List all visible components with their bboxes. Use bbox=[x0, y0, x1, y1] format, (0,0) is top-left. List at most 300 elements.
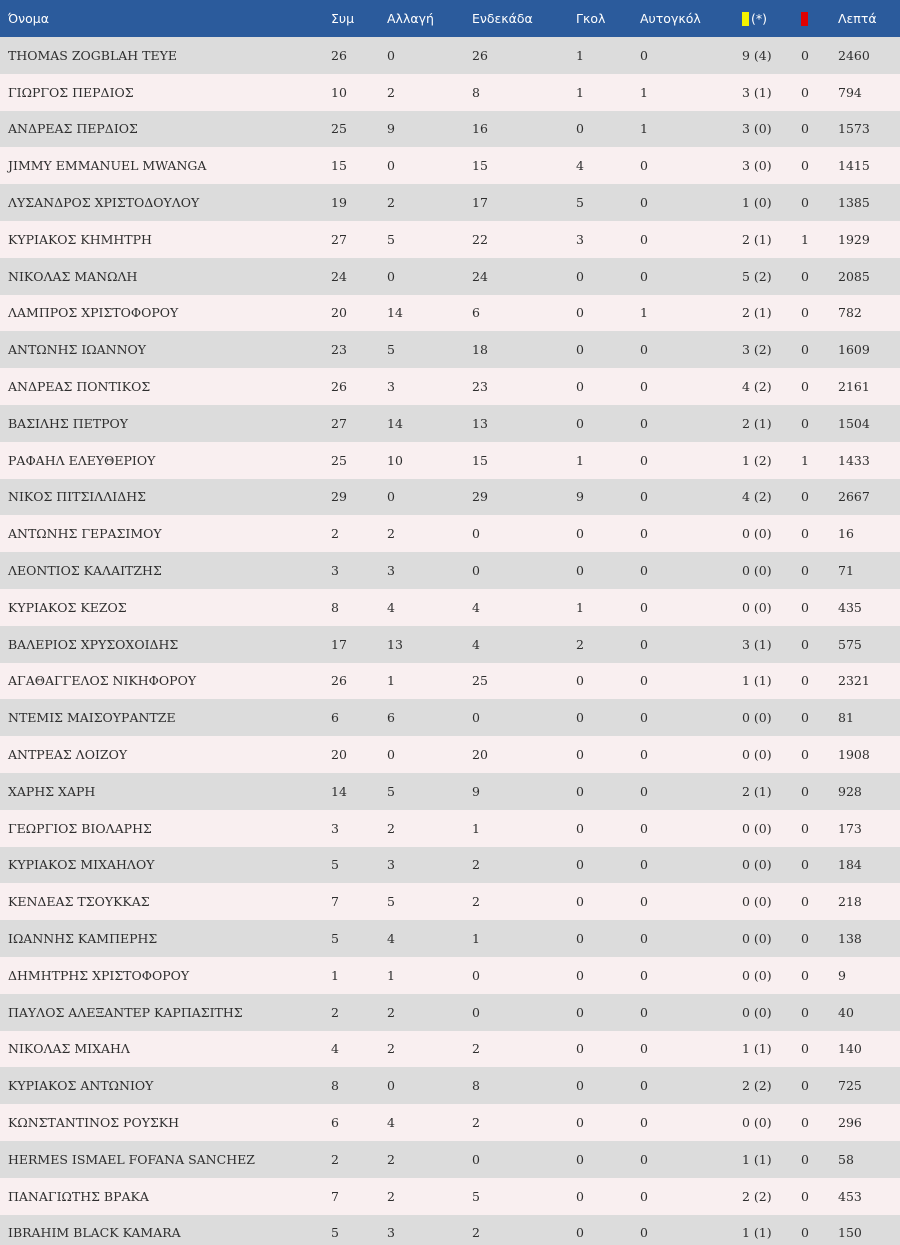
red-cards: 0 bbox=[801, 1188, 809, 1204]
goals: 2 bbox=[576, 636, 584, 652]
starting-appearances: 29 bbox=[472, 489, 488, 505]
minutes-played: 725 bbox=[838, 1078, 862, 1094]
appearances: 26 bbox=[331, 47, 347, 63]
appearances: 2 bbox=[331, 1004, 339, 1020]
starting-appearances: 2 bbox=[472, 857, 480, 873]
player-name: ΛΑΜΠΡΟΣ ΧΡΙΣΤΟΦΟΡΟΥ bbox=[8, 305, 179, 321]
goals: 0 bbox=[576, 673, 584, 689]
minutes-played: 435 bbox=[838, 599, 862, 615]
red-cards: 0 bbox=[801, 894, 809, 910]
red-cards: 0 bbox=[801, 967, 809, 983]
appearances: 5 bbox=[331, 857, 339, 873]
minutes-played: 2085 bbox=[838, 268, 870, 284]
red-cards: 0 bbox=[801, 158, 809, 174]
yellow-cards: 3 (1) bbox=[742, 84, 772, 100]
starting-appearances: 26 bbox=[472, 47, 488, 63]
player-name: ΚΥΡΙΑΚΟΣ ΚΗΜΗΤΡΗ bbox=[8, 231, 152, 247]
yellow-cards: 1 (1) bbox=[742, 1041, 772, 1057]
red-cards: 0 bbox=[801, 1078, 809, 1094]
appearances: 6 bbox=[331, 710, 339, 726]
yellow-cards: 0 (0) bbox=[742, 1115, 772, 1130]
appearances: 7 bbox=[331, 894, 339, 910]
own-goals: 0 bbox=[640, 342, 648, 358]
table-row bbox=[0, 331, 900, 368]
substitute-appearances: 4 bbox=[387, 1115, 395, 1130]
yellow-cards: 0 (0) bbox=[742, 710, 772, 726]
table-row bbox=[0, 515, 900, 552]
yellow-card-icon bbox=[742, 12, 749, 26]
goals: 0 bbox=[576, 820, 584, 836]
player-name: ΠΑΝΑΓΙΩΤΗΣ ΒΡΑΚΑ bbox=[8, 1188, 149, 1204]
red-cards: 0 bbox=[801, 121, 809, 137]
starting-appearances: 2 bbox=[472, 1225, 480, 1241]
minutes-played: 140 bbox=[838, 1041, 862, 1057]
red-cards: 0 bbox=[801, 268, 809, 284]
table-row bbox=[0, 589, 900, 626]
appearances: 5 bbox=[331, 931, 339, 947]
appearances: 27 bbox=[331, 415, 347, 431]
minutes-played: 928 bbox=[838, 783, 862, 799]
red-cards: 0 bbox=[801, 783, 809, 799]
yellow-cards: 0 (0) bbox=[742, 967, 772, 983]
starting-appearances: 23 bbox=[472, 379, 488, 395]
yellow-cards: 0 (0) bbox=[742, 747, 772, 763]
goals: 0 bbox=[576, 415, 584, 431]
minutes-played: 1415 bbox=[838, 158, 870, 174]
table-row bbox=[0, 479, 900, 516]
player-name: ΑΓΑΘΑΓΓΕΛΟΣ ΝΙΚΗΦΟΡΟΥ bbox=[8, 673, 197, 689]
goals: 9 bbox=[576, 489, 584, 505]
player-name: THOMAS ZOGBLAH TEYE bbox=[8, 47, 177, 63]
goals: 0 bbox=[576, 1078, 584, 1094]
red-cards: 0 bbox=[801, 563, 809, 579]
starting-appearances: 15 bbox=[472, 158, 488, 174]
goals: 0 bbox=[576, 526, 584, 542]
substitute-appearances: 2 bbox=[387, 1151, 395, 1167]
col-header-name[interactable]: Όνομα bbox=[8, 11, 49, 26]
table-row bbox=[0, 295, 900, 332]
player-name: ΒΑΣΙΛΗΣ ΠΕΤΡΟΥ bbox=[8, 415, 129, 431]
red-card-icon bbox=[801, 12, 808, 26]
goals: 0 bbox=[576, 268, 584, 284]
own-goals: 0 bbox=[640, 1041, 648, 1057]
minutes-played: 9 bbox=[838, 967, 846, 983]
own-goals: 0 bbox=[640, 415, 648, 431]
appearances: 8 bbox=[331, 599, 339, 615]
player-name: ΝΙΚΟΛΑΣ ΜΑΝΩΛΗ bbox=[8, 268, 138, 284]
own-goals: 0 bbox=[640, 195, 648, 211]
goals: 0 bbox=[576, 1225, 584, 1241]
starting-appearances: 6 bbox=[472, 305, 480, 321]
own-goals: 0 bbox=[640, 673, 648, 689]
yellow-cards: 1 (1) bbox=[742, 673, 772, 689]
red-cards: 0 bbox=[801, 489, 809, 505]
starting-appearances: 15 bbox=[472, 452, 488, 468]
substitute-appearances: 2 bbox=[387, 1041, 395, 1057]
appearances: 19 bbox=[331, 195, 347, 211]
yellow-cards: 2 (2) bbox=[742, 1078, 772, 1094]
yellow-cards: 3 (1) bbox=[742, 636, 772, 652]
red-cards: 0 bbox=[801, 1041, 809, 1057]
own-goals: 0 bbox=[640, 599, 648, 615]
goals: 1 bbox=[576, 452, 584, 468]
yellow-cards: 9 (4) bbox=[742, 47, 772, 63]
minutes-played: 40 bbox=[838, 1004, 854, 1020]
appearances: 27 bbox=[331, 231, 347, 247]
minutes-played: 16 bbox=[838, 526, 854, 542]
own-goals: 0 bbox=[640, 452, 648, 468]
player-name: ΓΙΩΡΓΟΣ ΠΕΡΔΙΟΣ bbox=[8, 84, 134, 100]
substitute-appearances: 3 bbox=[387, 563, 395, 579]
own-goals: 0 bbox=[640, 1151, 648, 1167]
substitute-appearances: 3 bbox=[387, 379, 395, 395]
own-goals: 0 bbox=[640, 894, 648, 910]
col-header-sub[interactable]: Αλλαγή bbox=[387, 11, 434, 26]
starting-appearances: 0 bbox=[472, 1151, 480, 1167]
red-cards: 0 bbox=[801, 415, 809, 431]
table-row bbox=[0, 920, 900, 957]
red-cards: 0 bbox=[801, 1115, 809, 1130]
yellow-card-suffix: (*) bbox=[751, 10, 768, 26]
appearances: 20 bbox=[331, 305, 347, 321]
player-name: ΓΕΩΡΓΙΟΣ ΒΙΟΛΑΡΗΣ bbox=[8, 820, 152, 836]
appearances: 3 bbox=[331, 820, 339, 836]
own-goals: 0 bbox=[640, 857, 648, 873]
substitute-appearances: 14 bbox=[387, 305, 403, 321]
own-goals: 1 bbox=[640, 121, 648, 137]
red-cards: 1 bbox=[801, 231, 809, 247]
red-cards: 0 bbox=[801, 673, 809, 689]
table-row bbox=[0, 626, 900, 663]
player-name: IBRAHIM BLACK KAMARA bbox=[8, 1225, 181, 1241]
table-row bbox=[0, 221, 900, 258]
own-goals: 0 bbox=[640, 1225, 648, 1241]
substitute-appearances: 2 bbox=[387, 84, 395, 100]
goals: 0 bbox=[576, 894, 584, 910]
goals: 0 bbox=[576, 563, 584, 579]
substitute-appearances: 0 bbox=[387, 489, 395, 505]
appearances: 24 bbox=[331, 268, 347, 284]
own-goals: 0 bbox=[640, 268, 648, 284]
player-name: ΝΤΕΜΙΣ ΜΑΙΣΟΥΡΑΝΤΖΕ bbox=[8, 710, 176, 726]
red-cards: 0 bbox=[801, 747, 809, 763]
red-cards: 0 bbox=[801, 1004, 809, 1020]
substitute-appearances: 14 bbox=[387, 415, 403, 431]
col-header-own-goals[interactable]: Αυτογκόλ bbox=[640, 11, 701, 26]
starting-appearances: 0 bbox=[472, 563, 480, 579]
table-row bbox=[0, 552, 900, 589]
player-name: ΛΥΣΑΝΔΡΟΣ ΧΡΙΣΤΟΔΟΥΛΟΥ bbox=[8, 195, 200, 211]
table-row bbox=[0, 810, 900, 847]
substitute-appearances: 3 bbox=[387, 857, 395, 873]
yellow-cards: 3 (0) bbox=[742, 158, 772, 174]
starting-appearances: 13 bbox=[472, 415, 488, 431]
starting-appearances: 22 bbox=[472, 231, 488, 247]
substitute-appearances: 4 bbox=[387, 599, 395, 615]
substitute-appearances: 5 bbox=[387, 894, 395, 910]
player-name: ΝΙΚΟΣ ΠΙΤΣΙΛΛΙΔΗΣ bbox=[8, 489, 146, 505]
appearances: 15 bbox=[331, 158, 347, 174]
red-cards: 0 bbox=[801, 195, 809, 211]
minutes-played: 794 bbox=[838, 84, 862, 100]
red-cards: 0 bbox=[801, 857, 809, 873]
substitute-appearances: 6 bbox=[387, 710, 395, 726]
starting-appearances: 24 bbox=[472, 268, 488, 284]
yellow-cards: 0 (0) bbox=[742, 857, 772, 873]
goals: 1 bbox=[576, 47, 584, 63]
starting-appearances: 25 bbox=[472, 673, 488, 689]
substitute-appearances: 1 bbox=[387, 967, 395, 983]
starting-appearances: 0 bbox=[472, 1004, 480, 1020]
appearances: 23 bbox=[331, 342, 347, 358]
table-row bbox=[0, 1031, 900, 1068]
minutes-played: 184 bbox=[838, 857, 862, 873]
player-name: ΚΥΡΙΑΚΟΣ ΚΕΖΟΣ bbox=[8, 599, 127, 615]
red-cards: 0 bbox=[801, 379, 809, 395]
goals: 0 bbox=[576, 931, 584, 947]
player-name: ΚΩΝΣΤΑΝΤΙΝΟΣ ΡΟΥΣΚΗ bbox=[8, 1115, 180, 1130]
goals: 1 bbox=[576, 599, 584, 615]
appearances: 8 bbox=[331, 1078, 339, 1094]
own-goals: 1 bbox=[640, 305, 648, 321]
goals: 0 bbox=[576, 1188, 584, 1204]
yellow-cards: 1 (0) bbox=[742, 195, 772, 211]
player-name: ΑΝΔΡΕΑΣ ΠΕΡΔΙΟΣ bbox=[8, 121, 138, 137]
own-goals: 0 bbox=[640, 158, 648, 174]
substitute-appearances: 0 bbox=[387, 1078, 395, 1094]
own-goals: 0 bbox=[640, 379, 648, 395]
appearances: 29 bbox=[331, 489, 347, 505]
col-header-red-cards[interactable] bbox=[801, 0, 838, 37]
red-cards: 0 bbox=[801, 636, 809, 652]
goals: 0 bbox=[576, 783, 584, 799]
own-goals: 0 bbox=[640, 636, 648, 652]
table-row bbox=[0, 957, 900, 994]
yellow-cards: 0 (0) bbox=[742, 820, 772, 836]
table-row bbox=[0, 258, 900, 295]
own-goals: 0 bbox=[640, 1188, 648, 1204]
player-name: ΡΑΦΑΗΛ ΕΛΕΥΘΕΡΙΟΥ bbox=[8, 452, 156, 468]
appearances: 26 bbox=[331, 379, 347, 395]
yellow-cards: 2 (1) bbox=[742, 415, 772, 431]
minutes-played: 81 bbox=[838, 710, 854, 726]
table-row bbox=[0, 699, 900, 736]
goals: 0 bbox=[576, 342, 584, 358]
player-name: JIMMY EMMANUEL MWANGA bbox=[8, 158, 207, 174]
substitute-appearances: 2 bbox=[387, 820, 395, 836]
table-header bbox=[0, 0, 900, 37]
player-name: ΔΗΜΗΤΡΗΣ ΧΡΙΣΤΟΦΟΡΟΥ bbox=[8, 967, 190, 983]
substitute-appearances: 3 bbox=[387, 1225, 395, 1241]
yellow-cards: 4 (2) bbox=[742, 379, 772, 395]
table-row bbox=[0, 994, 900, 1031]
own-goals: 0 bbox=[640, 526, 648, 542]
red-cards: 0 bbox=[801, 526, 809, 542]
minutes-played: 150 bbox=[838, 1225, 862, 1241]
minutes-played: 782 bbox=[838, 305, 862, 321]
goals: 0 bbox=[576, 857, 584, 873]
appearances: 3 bbox=[331, 563, 339, 579]
player-name: ΧΑΡΗΣ ΧΑΡΗ bbox=[8, 783, 96, 799]
own-goals: 0 bbox=[640, 931, 648, 947]
appearances: 17 bbox=[331, 636, 347, 652]
table-row bbox=[0, 147, 900, 184]
table-row bbox=[0, 111, 900, 148]
red-cards: 1 bbox=[801, 452, 809, 468]
player-name: ΠΑΥΛΟΣ ΑΛΕΞΑΝΤΕΡ ΚΑΡΠΑΣΙΤΗΣ bbox=[8, 1004, 243, 1020]
appearances: 1 bbox=[331, 967, 339, 983]
own-goals: 0 bbox=[640, 1078, 648, 1094]
yellow-cards: 3 (0) bbox=[742, 121, 772, 137]
yellow-cards: 1 (1) bbox=[742, 1225, 772, 1241]
header-row bbox=[0, 0, 900, 37]
goals: 3 bbox=[576, 231, 584, 247]
substitute-appearances: 2 bbox=[387, 1188, 395, 1204]
substitute-appearances: 2 bbox=[387, 526, 395, 542]
minutes-played: 1573 bbox=[838, 121, 870, 137]
col-header-minutes[interactable]: Λεπτά bbox=[838, 11, 877, 26]
goals: 5 bbox=[576, 195, 584, 211]
yellow-cards: 1 (1) bbox=[742, 1151, 772, 1167]
goals: 1 bbox=[576, 84, 584, 100]
minutes-played: 296 bbox=[838, 1115, 862, 1130]
red-cards: 0 bbox=[801, 305, 809, 321]
starting-appearances: 17 bbox=[472, 195, 488, 211]
table-row bbox=[0, 368, 900, 405]
player-name: ΑΝΤΩΝΗΣ ΙΩΑΝΝΟΥ bbox=[8, 342, 147, 358]
starting-appearances: 0 bbox=[472, 710, 480, 726]
appearances: 5 bbox=[331, 1225, 339, 1241]
appearances: 10 bbox=[331, 84, 347, 100]
own-goals: 1 bbox=[640, 84, 648, 100]
substitute-appearances: 2 bbox=[387, 1004, 395, 1020]
yellow-cards: 2 (1) bbox=[742, 305, 772, 321]
goals: 0 bbox=[576, 379, 584, 395]
red-cards: 0 bbox=[801, 710, 809, 726]
starting-appearances: 9 bbox=[472, 783, 480, 799]
minutes-played: 58 bbox=[838, 1151, 854, 1167]
yellow-cards: 1 (2) bbox=[742, 452, 772, 468]
goals: 0 bbox=[576, 967, 584, 983]
own-goals: 0 bbox=[640, 231, 648, 247]
minutes-played: 173 bbox=[838, 820, 862, 836]
player-name: ΑΝΤΩΝΗΣ ΓΕΡΑΣΙΜΟΥ bbox=[8, 526, 162, 542]
yellow-cards: 2 (1) bbox=[742, 231, 772, 247]
goals: 0 bbox=[576, 121, 584, 137]
col-header-starting[interactable]: Ενδεκάδα bbox=[472, 11, 533, 26]
minutes-played: 1504 bbox=[838, 415, 870, 431]
yellow-cards: 5 (2) bbox=[742, 268, 772, 284]
substitute-appearances: 0 bbox=[387, 158, 395, 174]
substitute-appearances: 1 bbox=[387, 673, 395, 689]
yellow-cards: 0 (0) bbox=[742, 526, 772, 542]
table-row bbox=[0, 1067, 900, 1104]
substitute-appearances: 9 bbox=[387, 121, 395, 137]
goals: 4 bbox=[576, 158, 584, 174]
red-cards: 0 bbox=[801, 47, 809, 63]
substitute-appearances: 4 bbox=[387, 931, 395, 947]
appearances: 25 bbox=[331, 121, 347, 137]
appearances: 20 bbox=[331, 747, 347, 763]
own-goals: 0 bbox=[640, 820, 648, 836]
minutes-played: 2321 bbox=[838, 673, 870, 689]
own-goals: 0 bbox=[640, 967, 648, 983]
table-row bbox=[0, 663, 900, 700]
red-cards: 0 bbox=[801, 599, 809, 615]
starting-appearances: 5 bbox=[472, 1188, 480, 1204]
player-name: ΙΩΑΝΝΗΣ ΚΑΜΠΕΡΗΣ bbox=[8, 931, 158, 947]
col-header-yellow-cards[interactable] bbox=[742, 0, 801, 37]
starting-appearances: 1 bbox=[472, 931, 480, 947]
starting-appearances: 0 bbox=[472, 526, 480, 542]
own-goals: 0 bbox=[640, 563, 648, 579]
table-row bbox=[0, 184, 900, 221]
substitute-appearances: 5 bbox=[387, 231, 395, 247]
appearances: 6 bbox=[331, 1115, 339, 1130]
col-header-goals[interactable]: Γκολ bbox=[576, 11, 606, 26]
yellow-cards: 4 (2) bbox=[742, 489, 772, 505]
yellow-cards: 0 (0) bbox=[742, 1004, 772, 1020]
table-row bbox=[0, 37, 900, 74]
minutes-played: 575 bbox=[838, 636, 862, 652]
yellow-cards: 0 (0) bbox=[742, 894, 772, 910]
red-cards: 0 bbox=[801, 342, 809, 358]
goals: 0 bbox=[576, 1004, 584, 1020]
minutes-played: 1385 bbox=[838, 195, 870, 211]
minutes-played: 2161 bbox=[838, 379, 870, 395]
substitute-appearances: 0 bbox=[387, 747, 395, 763]
yellow-cards: 0 (0) bbox=[742, 599, 772, 615]
goals: 0 bbox=[576, 710, 584, 726]
starting-appearances: 20 bbox=[472, 747, 488, 763]
yellow-cards: 0 (0) bbox=[742, 563, 772, 579]
own-goals: 0 bbox=[640, 1004, 648, 1020]
goals: 0 bbox=[576, 305, 584, 321]
substitute-appearances: 10 bbox=[387, 452, 403, 468]
starting-appearances: 0 bbox=[472, 967, 480, 983]
table-row bbox=[0, 74, 900, 111]
own-goals: 0 bbox=[640, 783, 648, 799]
goals: 0 bbox=[576, 1115, 584, 1130]
yellow-cards: 2 (2) bbox=[742, 1188, 772, 1204]
substitute-appearances: 0 bbox=[387, 268, 395, 284]
minutes-played: 138 bbox=[838, 931, 862, 947]
table-row bbox=[0, 1215, 900, 1245]
substitute-appearances: 13 bbox=[387, 636, 403, 652]
col-header-apps[interactable]: Συμ bbox=[331, 11, 355, 26]
goals: 0 bbox=[576, 1151, 584, 1167]
own-goals: 0 bbox=[640, 710, 648, 726]
red-cards: 0 bbox=[801, 84, 809, 100]
substitute-appearances: 0 bbox=[387, 47, 395, 63]
minutes-played: 2667 bbox=[838, 489, 870, 505]
player-name: ΒΑΛΕΡΙΟΣ ΧΡΥΣΟΧΟΙΔΗΣ bbox=[8, 636, 179, 652]
minutes-played: 1929 bbox=[838, 231, 870, 247]
minutes-played: 218 bbox=[838, 894, 862, 910]
appearances: 2 bbox=[331, 526, 339, 542]
substitute-appearances: 2 bbox=[387, 195, 395, 211]
starting-appearances: 16 bbox=[472, 121, 488, 137]
appearances: 14 bbox=[331, 783, 347, 799]
appearances: 26 bbox=[331, 673, 347, 689]
red-cards: 0 bbox=[801, 1151, 809, 1167]
own-goals: 0 bbox=[640, 747, 648, 763]
minutes-played: 1609 bbox=[838, 342, 870, 358]
table-row bbox=[0, 442, 900, 479]
table-body bbox=[0, 37, 900, 1245]
player-name: ΚΕΝΔΕΑΣ ΤΣΟΥΚΚΑΣ bbox=[8, 894, 150, 910]
minutes-played: 2460 bbox=[838, 47, 870, 63]
